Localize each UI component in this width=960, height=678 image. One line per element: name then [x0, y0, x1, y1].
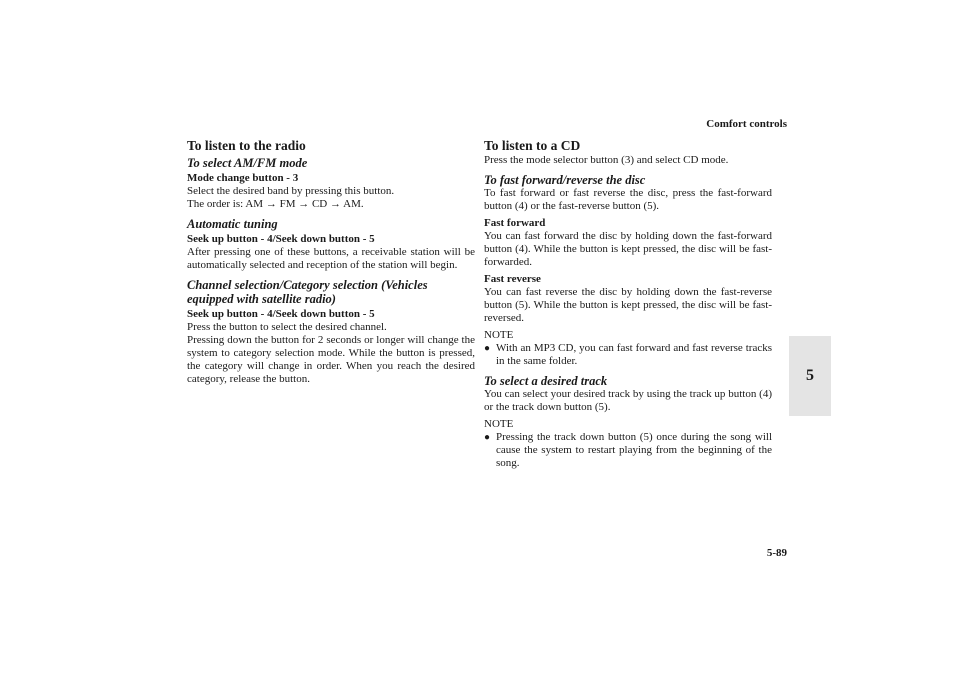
note-text-1: With an MP3 CD, you can fast forward and fast reverse tracks in the same folder. [496, 342, 772, 367]
fast-forward-text: You can fast forward the disc by holding down the fast-forward button (4). While the button is kept pressed, the disc will be fast-forwarded. [484, 230, 772, 268]
note-text-2: Pressing the track down button (5) once during the song will cause the system to restart playing from the beginning of the song. [496, 431, 772, 469]
auto-tuning-heading: Automatic tuning [187, 217, 278, 231]
bullet-icon: ● [484, 343, 491, 354]
seek-label-1: Seek up button - 4/Seek down button - 5 [187, 233, 375, 245]
right-column [484, 138, 772, 470]
am-fm-line-1: Select the desired band by pressing this button. [187, 185, 395, 197]
select-track-heading: To select a desired track [484, 374, 608, 388]
page-number: 5-89 [766, 547, 787, 559]
fast-forward-label: Fast forward [484, 217, 546, 229]
ff-rev-text: To fast forward or fast reverse the disc, press the fast-forward button (4) or the fast-reverse button (5). [484, 187, 772, 212]
left-column [187, 138, 475, 386]
fast-reverse-text: You can fast reverse the disc by holding down the fast-reverse button (5). While the button is kept pressed, the disc will be fast-reversed. [484, 286, 772, 324]
channel-heading-line-2: equipped with satellite radio) [187, 292, 336, 306]
select-track-text: You can select your desired track by using the track up button (4) or the track down button (5). [484, 388, 772, 413]
seek-label-2: Seek up button - 4/Seek down button - 5 [187, 308, 375, 320]
mode-change-label: Mode change button - 3 [187, 172, 299, 184]
note-bullet-1 [484, 342, 772, 368]
channel-heading-line-1: Channel selection/Category selection (Vehicles [187, 278, 428, 292]
radio-title: To listen to the radio [187, 138, 306, 153]
auto-tuning-text: After pressing one of these buttons, a receivable station will be automatically selected and reception of the station will begin. [187, 246, 475, 271]
running-header: Comfort controls [706, 118, 787, 130]
am-fm-line-2: The order is: AM → FM → CD → AM. [187, 198, 364, 210]
fast-reverse-label: Fast reverse [484, 273, 541, 285]
chapter-tab: 5 [789, 336, 831, 416]
am-fm-heading: To select AM/FM mode [187, 156, 308, 170]
cd-intro: Press the mode selector button (3) and select CD mode. [484, 154, 729, 166]
cd-title: To listen to a CD [484, 138, 581, 153]
bullet-icon: ● [484, 432, 491, 443]
channel-text: Pressing down the button for 2 seconds or longer will change the system to category selection mode. While the button is pressed, the category will change in order. When you reach the desired category, release the button. [187, 334, 475, 385]
channel-line-1: Press the button to select the desired channel. [187, 321, 387, 333]
ff-rev-heading: To fast forward/reverse the disc [484, 173, 646, 187]
note-bullet-2 [484, 431, 772, 470]
note-title-1: NOTE [484, 329, 514, 341]
note-title-2: NOTE [484, 418, 514, 430]
